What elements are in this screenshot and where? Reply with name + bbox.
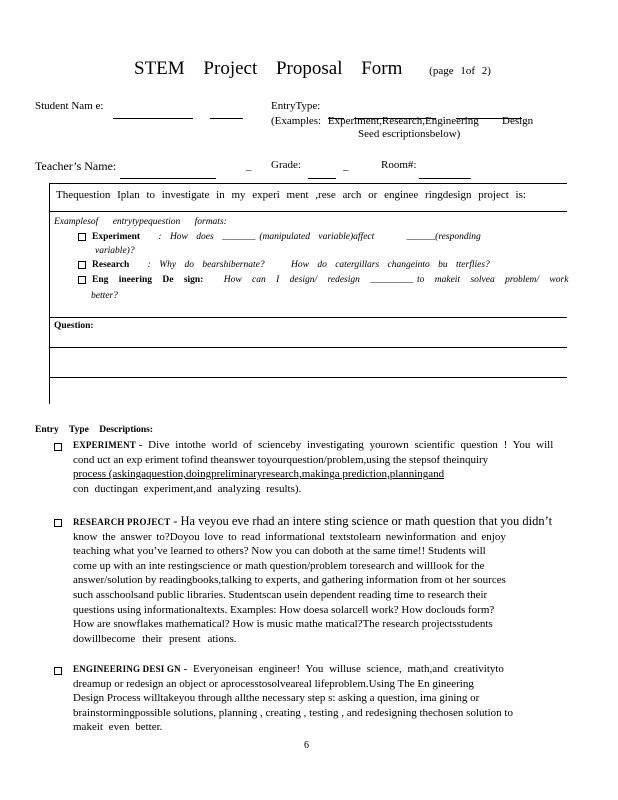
checkbox-icon — [78, 276, 86, 284]
engineering-bullet-icon — [54, 665, 68, 677]
engineering-label: ENGINEERING DESI GN — [73, 664, 181, 674]
room-field[interactable] — [419, 161, 471, 179]
grade-label: Grade: — [271, 159, 301, 171]
research-description: RESEARCH PROJECT - Ha veyou eve rhad an intere sting science or math question that you didn’t know the answer to?Doyou love to read informational textstolearn newinformation and enjoy teaching what you’ve learned to others? Now you can doboth at the same time!! Students will come up with an inte restingscience or math question/problem toresearch and willlook for the answer/solution by readingbooks,talking to experts, and gathering information from ot her sources such asschoolsand public libraries. Studentscan usein dependent reading time to research their questions using informationaltexts. Examples: How doesa solarcell work? How doclouds form? How are snowflakes mathematical? How is music mathe matical?The research projectsstudents dowillbecome their present ations. — [73, 514, 553, 645]
room-label: Room#: — [381, 159, 417, 171]
entry-type-seed: Seed escriptionsbelow) — [358, 128, 461, 140]
divider — [50, 317, 567, 318]
example-research: Research : Why do bearshibernate? How do catergillars changeinto bu tterflies? — [78, 260, 490, 270]
form-title-text: STEM Project Proposal Form — [134, 58, 403, 79]
checkbox-icon — [78, 233, 86, 241]
checkbox-icon — [78, 261, 86, 269]
experiment-bullet-icon — [54, 441, 68, 453]
entry-type-design: Design — [502, 115, 534, 127]
example-experiment-cont: variable)? — [95, 246, 135, 256]
example-engineering-cont: better? — [91, 291, 118, 301]
engineering-description: ENGINEERING DESI GN - Everyoneisan engineer! You willuse science, math,and creativityto dreamup or redesign an object or aprocesstosolveareal lifeproblem.Using The En gineering Design Process willtakeyou through allthe necessary step s: asking a question, ima gining or brainstormingpossible solutions, planning , creating , testing , and redesigning thechosen solution to makeit even better. — [73, 663, 513, 734]
student-name-label: Student Nam e: — [35, 100, 104, 112]
grade-suffix: _ — [343, 160, 349, 172]
question-answer-field[interactable] — [50, 332, 564, 400]
student-name-field-2[interactable] — [210, 101, 243, 119]
grade-field[interactable] — [308, 161, 336, 179]
descriptions-heading: Entry Type Descriptions: — [35, 425, 154, 435]
page-number: 6 — [304, 740, 309, 751]
page-marker: (page 1of 2) — [429, 65, 491, 77]
research-label: RESEARCH PROJECT — [73, 517, 171, 527]
question-label: Question: — [54, 321, 94, 331]
entry-type-examples: (Examples: Experiment,Research,Engineering — [271, 115, 479, 127]
divider — [50, 211, 567, 212]
experiment-description: EXPERIMENT - Dive intothe world of scienceby investigating yourown scientific question ! You will cond uct an exp eriment tofind theanswer toyourquestion/problem,using the stepsof theinquiry process (askingaquestion,doingpreliminaryresearch,makinga prediction,planningand con ductingan experiment,and analyzing results). — [73, 439, 554, 495]
teacher-name-label: Teacher’s Name: — [35, 159, 117, 173]
teacher-suffix: _ — [246, 160, 252, 172]
examples-intro: Examplesof entrytypequestion formats: — [54, 217, 227, 227]
form-title — [134, 58, 491, 80]
student-name-field[interactable] — [113, 101, 193, 119]
question-prompt: Thequestion Iplan to investigate in my experi ment ,rese arch or enginee ringdesign project is: — [56, 189, 526, 201]
research-bullet-icon — [54, 517, 68, 529]
example-experiment: Experiment : How does _______ (manipulated variable)affect ______(responding — [78, 232, 481, 242]
example-engineering: Eng ineering De sign: How can I design/ redesign _________ to makeit solvea problem/ work — [78, 275, 568, 285]
entry-type-label: EntryType: — [271, 100, 321, 112]
experiment-label: EXPERIMENT — [73, 440, 137, 450]
teacher-name-field[interactable] — [120, 161, 216, 179]
